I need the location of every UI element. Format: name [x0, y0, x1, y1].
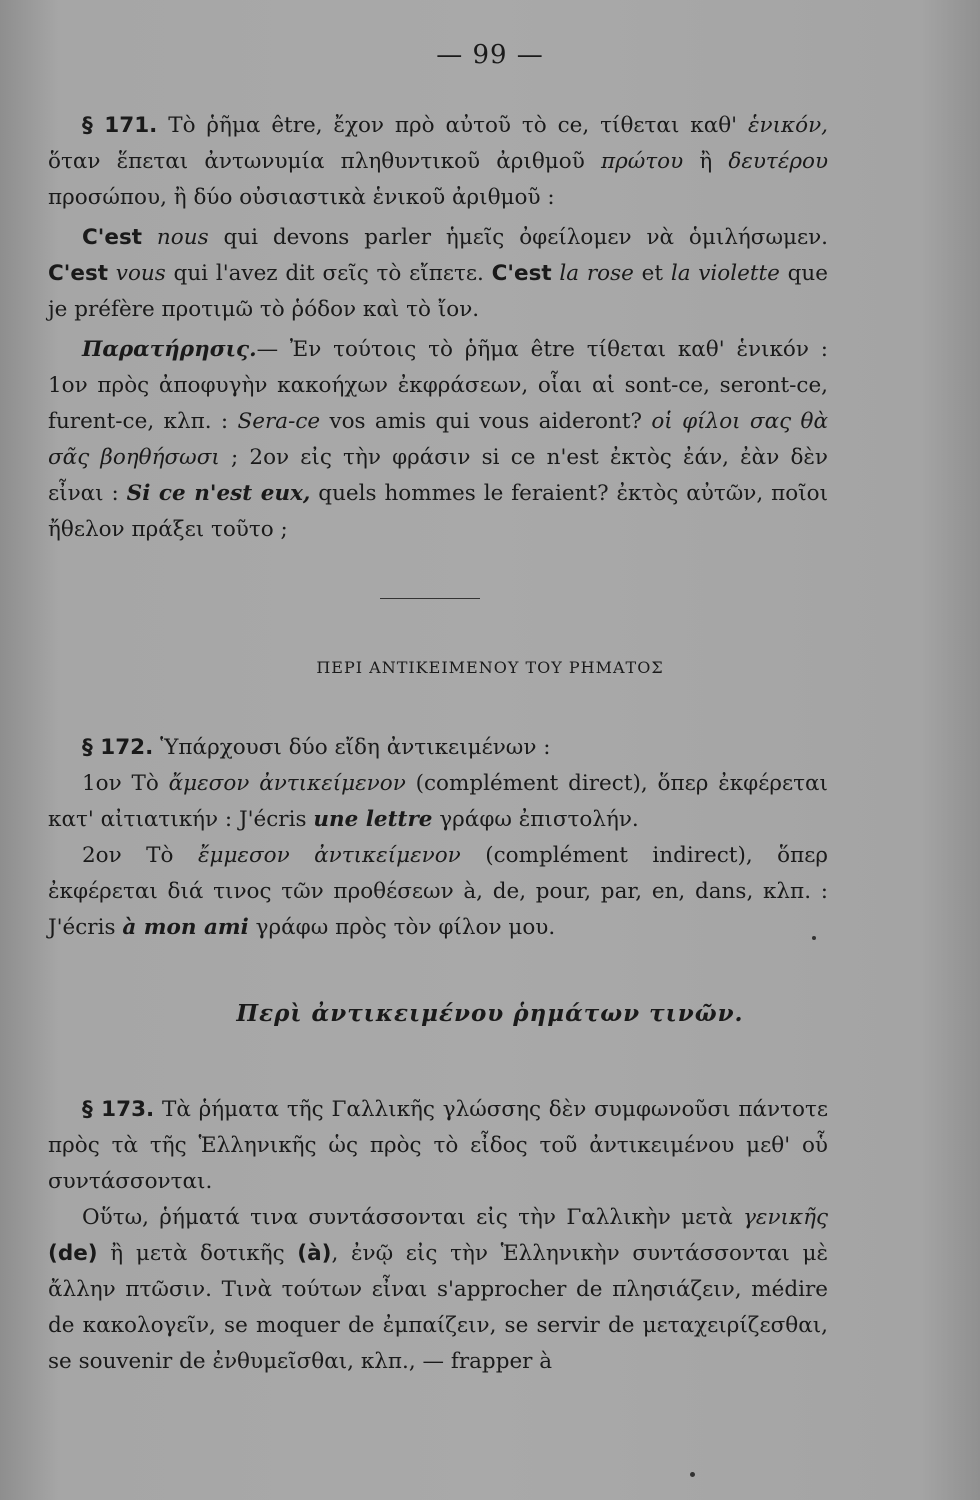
ink-spot [812, 936, 816, 940]
section-173: § 173. Τὰ ῥήματα τῆς Γαλλικῆς γλώσσης δὲν συμφωνοῦσι πάντοτε πρὸς τὰ τῆς Ἑλληνικῆς ὡς πρὸς τὸ εἶδος τοῦ ἀντικειμένου μεθ' οὗ συντάσσονται. Οὕτω, ῥήματά τινα συντάσσονται εἰς τὴν Γαλλικὴν μετὰ γενικῆς (de) ἢ μετὰ δοτικῆς (à), ἐνῷ εἰς τὴν Ἑλληνικὴν συντάσσονται μὲ ἄλλην πτῶσιν. Τινὰ τούτων εἶναι s'approcher de πλησιάζειν, médire de κακολογεῖν, se moquer de ἐμπαίζειν, se servir de μεταχειρίζεσθαι, se souvenir de ἐνθυμεῖσθαι, κλπ., — frapper à [48, 1092, 828, 1380]
remark-paragraph: Παρατήρησις.— Ἐν τούτοις τὸ ῥῆμα être τίθεται καθ' ἑνικόν : 1ον πρὸς ἀποφυγὴν κακοήχων ἐκφράσεων, οἷαι αἱ sont-ce, seront-ce, furent-ce, κλπ. : Sera-ce vos amis qui vous aideront? οἱ φίλοι σας θὰ σᾶς βοηθήσωσι ; 2ον εἰς τὴν φράσιν si ce n'est ἐκτὸς ἐάν, ἐὰν δὲν εἶναι : Si ce n'est eux, quels hommes le feraient? ἐκτὸς αὐτῶν, ποῖοι ἤθελον πράξει τοῦτο ; [48, 337, 829, 542]
section-heading-verbs: Περὶ ἀντικειμένου ῥημάτων τινῶν. [236, 1000, 744, 1027]
indirect-object-paragraph: 2ον Τὸ ἔμμεσον ἀντικείμενον (complément indirect), ὅπερ ἐκφέρεται διά τινος τῶν προθέσεων à, de, pour, par, en, dans, κλπ. : J'écris à mon ami γράφω πρὸς τὸν φίλον μου. [48, 843, 828, 940]
section-number: § 172. [82, 735, 154, 760]
remark-label: Παρατήρησις. [82, 337, 257, 362]
section-number: § 173. [82, 1097, 155, 1122]
section-171-rule: § 171. Τὸ ῥῆμα être, ἔχον πρὸ αὐτοῦ τὸ ce, τίθεται καθ' ἑνικόν, ὅταν ἕπεται ἀντωνυμία πληθυντικοῦ ἀριθμοῦ πρώτου ἢ δευτέρου προσώπου, ἢ δύο οὐσιαστικὰ ἑνικοῦ ἀριθμοῦ : [48, 113, 829, 210]
separator-rule [380, 598, 480, 599]
section-171-examples: C'est nous qui devons parler ἡμεῖς ὀφείλομεν νὰ ὁμιλήσωμεν. C'est vous qui l'avez dit σεῖς τὸ εἴπετε. C'est la rose et la violette que je préfère προτιμῶ τὸ ῥόδον καὶ τὸ ἴον. [48, 225, 829, 322]
page-number: — 99 — [436, 40, 544, 70]
section-172: § 172. Ὑπάρχουσι δύο εἴδη ἀντικειμένων : 1ον Τὸ ἄμεσον ἀντικείμενον (complément direct), ὅπερ ἐκφέρεται κατ' αἰτιατικήν : J'écris une lettre γράφω ἐπιστολήν. 2ον Τὸ ἔμμεσον ἀντικείμενον (complément indirect), ὅπερ ἐκφέρεται διά τινος τῶν προθέσεων à, de, pour, par, en, dans, κλπ. : J'écris à mon ami γράφω πρὸς τὸν φίλον μου. [48, 730, 828, 946]
section-171 [48, 108, 828, 548]
direct-object-paragraph: 1ον Τὸ ἄμεσον ἀντικείμενον (complément direct), ὅπερ ἐκφέρεται κατ' αἰτιατικήν : J'écris une lettre γράφω ἐπιστολήν. [48, 771, 828, 832]
ink-spot [690, 1472, 695, 1477]
section-number: § 171. [82, 113, 158, 138]
verbs-paragraph: Οὕτω, ῥήματά τινα συντάσσονται εἰς τὴν Γαλλικὴν μετὰ γενικῆς (de) ἢ μετὰ δοτικῆς (à), ἐνῷ εἰς τὴν Ἑλληνικὴν συντάσσονται μὲ ἄλλην πτῶσιν. Τινὰ τούτων εἶναι s'approcher de πλησιάζειν, médire de κακολογεῖν, se moquer de ἐμπαίζειν, se servir de μεταχειρίζεσθαι, se souvenir de ἐνθυμεῖσθαι, κλπ., — frapper à [48, 1205, 828, 1374]
section-heading-object: ΠΕΡΙ ΑΝΤΙΚΕΙΜΕΝΟΥ ΤΟΥ ΡΗΜΑΤΟΣ [316, 658, 664, 677]
